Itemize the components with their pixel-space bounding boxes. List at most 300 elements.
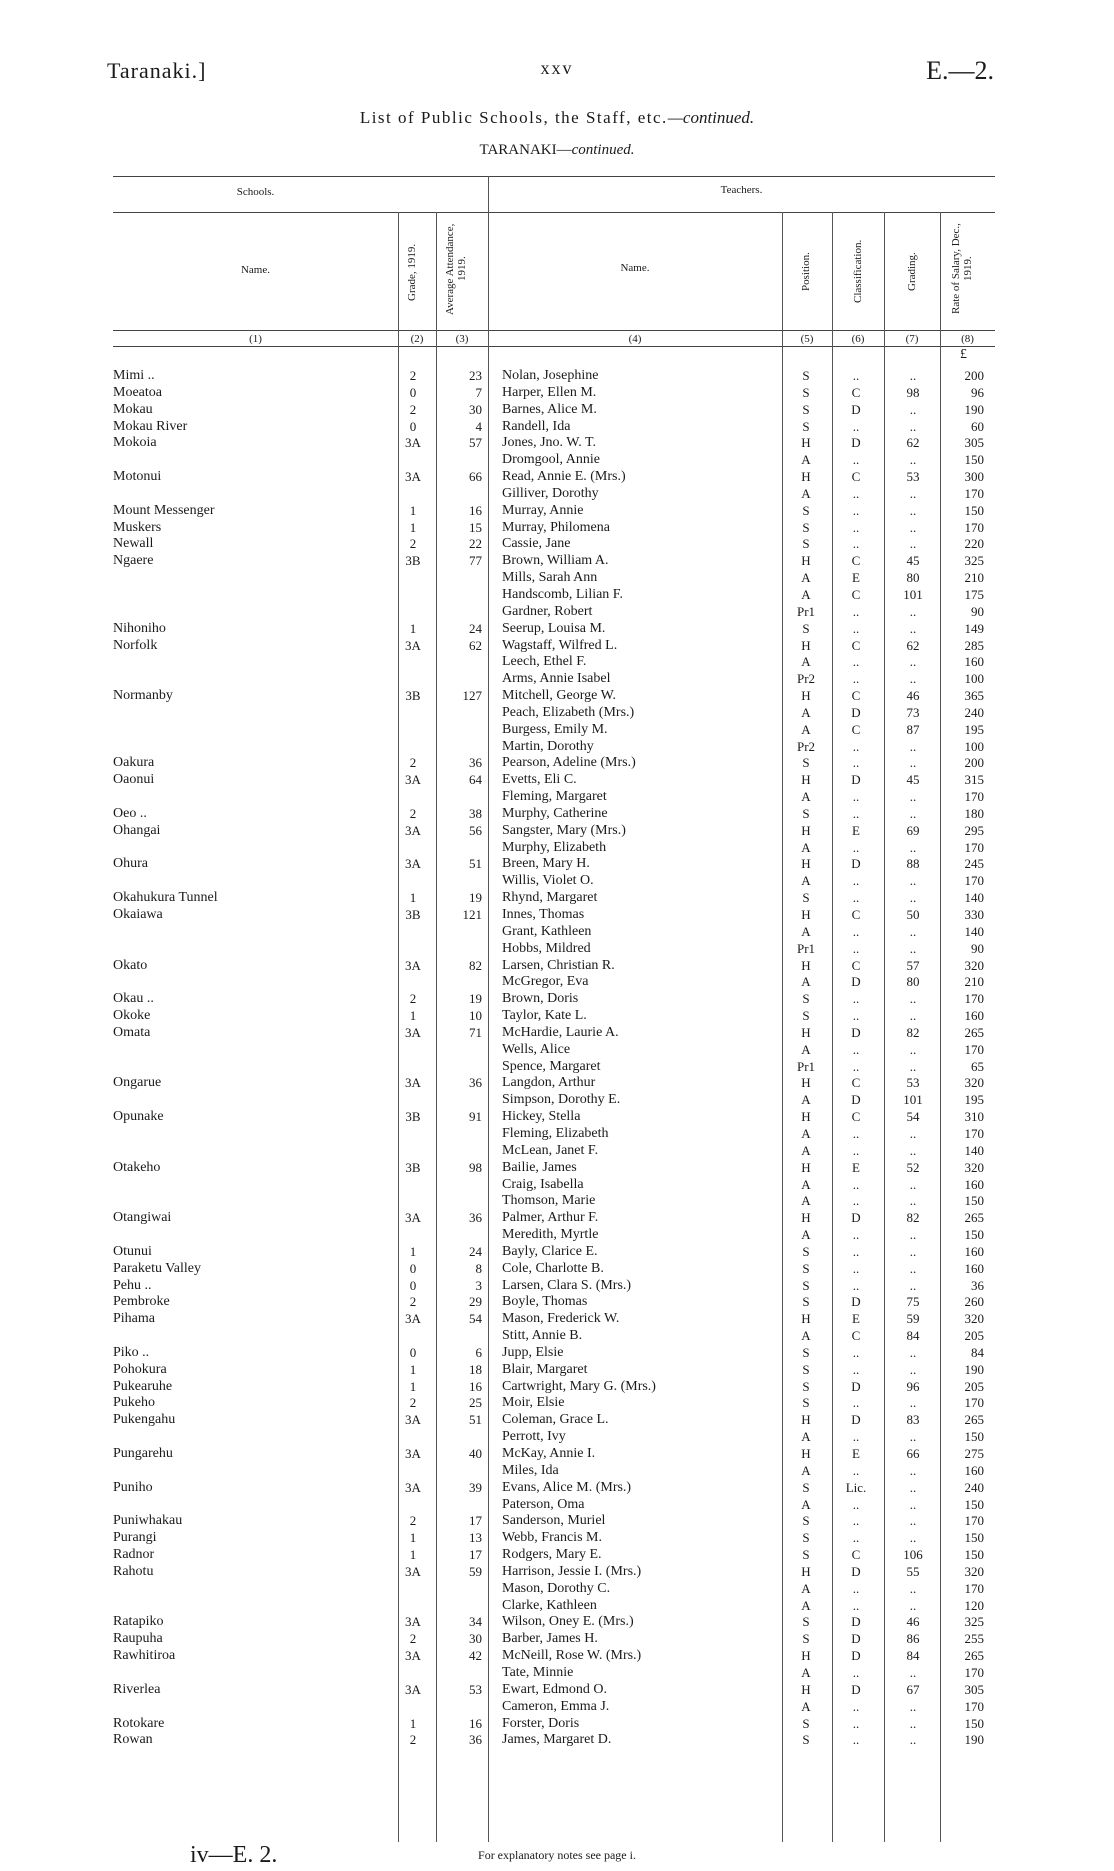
salary-cell: 330 bbox=[964, 907, 984, 922]
teacher-name: Moir, Elsie bbox=[502, 1395, 565, 1411]
position-cell: H bbox=[801, 637, 811, 653]
position-cell: S bbox=[802, 1614, 810, 1630]
classification-cell: .. bbox=[852, 1058, 860, 1074]
grading-cell: 101 bbox=[903, 1092, 923, 1108]
classification-cell: C bbox=[851, 1547, 861, 1563]
position-cell: S bbox=[802, 1715, 810, 1731]
grading-cell: 54 bbox=[906, 1109, 920, 1125]
grading-cell: 87 bbox=[906, 721, 920, 737]
table-row bbox=[0, 1261, 1114, 1278]
col-num-8: (8) bbox=[961, 333, 974, 345]
teacher-name: Martin, Dorothy bbox=[502, 738, 594, 754]
table-row bbox=[0, 1311, 1114, 1328]
teacher-name: Cartwright, Mary G. (Mrs.) bbox=[502, 1378, 656, 1394]
teacher-name: McLean, Janet F. bbox=[502, 1142, 599, 1158]
grading-cell: .. bbox=[909, 452, 917, 468]
grading-cell: 59 bbox=[906, 1311, 920, 1327]
position-cell: S bbox=[802, 1479, 810, 1495]
position-cell: S bbox=[802, 1260, 810, 1276]
grade-cell: 3B bbox=[405, 907, 421, 922]
salary-cell: 320 bbox=[964, 1159, 984, 1175]
salary-cell: 150 bbox=[964, 1530, 984, 1546]
table-row bbox=[0, 1631, 1114, 1648]
grade-cell: 3A bbox=[405, 1563, 421, 1579]
schools-group-label: Schools. bbox=[236, 186, 275, 198]
grade-cell: 1 bbox=[409, 890, 417, 906]
teacher-name: Larsen, Christian R. bbox=[502, 957, 615, 973]
attendance-cell: 29 bbox=[469, 1294, 482, 1310]
classification-cell: .. bbox=[852, 1462, 860, 1478]
table-row bbox=[0, 958, 1114, 975]
salary-cell: 160 bbox=[964, 1462, 984, 1478]
table-row bbox=[0, 1547, 1114, 1564]
classification-cell: .. bbox=[852, 519, 860, 535]
teacher-name: Hobbs, Mildred bbox=[502, 940, 591, 956]
grade-cell: 3A bbox=[405, 1446, 421, 1461]
teacher-name: Rodgers, Mary E. bbox=[502, 1547, 602, 1563]
grading-cell: .. bbox=[909, 1041, 917, 1057]
classification-cell: .. bbox=[852, 805, 860, 821]
classification-cell: D bbox=[851, 435, 861, 451]
salary-cell: 220 bbox=[964, 536, 984, 552]
position-cell: H bbox=[801, 1159, 811, 1175]
salary-cell: 150 bbox=[964, 1429, 984, 1445]
teacher-name: Evetts, Eli C. bbox=[502, 772, 577, 788]
table-row bbox=[0, 452, 1114, 469]
salary-cell: 320 bbox=[964, 1311, 984, 1327]
grading-cell: .. bbox=[909, 1664, 917, 1680]
grading-cell: 69 bbox=[906, 822, 920, 838]
classification-cell: C bbox=[851, 1328, 861, 1344]
grading-cell: 50 bbox=[906, 907, 920, 922]
grade-cell: 3B bbox=[405, 1159, 421, 1175]
salary-cell: 205 bbox=[964, 1328, 984, 1344]
teacher-name: Gilliver, Dorothy bbox=[502, 485, 599, 501]
classification-cell: .. bbox=[852, 1698, 860, 1714]
grade-cell: 1 bbox=[409, 1361, 417, 1377]
table-body bbox=[0, 368, 1114, 1749]
group-divider-rule bbox=[113, 212, 995, 213]
position-cell: S bbox=[802, 536, 810, 552]
teacher-name: Ewart, Edmond O. bbox=[502, 1681, 607, 1697]
teacher-name: Fleming, Elizabeth bbox=[502, 1125, 609, 1141]
position-cell: S bbox=[802, 1378, 810, 1394]
teacher-name: Handscomb, Lilian F. bbox=[502, 586, 623, 602]
classification-cell: .. bbox=[852, 485, 860, 501]
classification-cell: E bbox=[852, 822, 860, 838]
position-cell: A bbox=[801, 789, 811, 805]
teacher-name: Meredith, Myrtle bbox=[502, 1227, 599, 1243]
teacher-name: Miles, Ida bbox=[502, 1462, 559, 1478]
grading-cell: .. bbox=[909, 1058, 917, 1074]
classification-cell: .. bbox=[852, 940, 860, 956]
salary-cell: 170 bbox=[964, 873, 984, 889]
table-row bbox=[0, 1379, 1114, 1396]
grading-cell: .. bbox=[909, 620, 917, 636]
attendance-cell: 34 bbox=[469, 1614, 482, 1630]
grading-cell: 62 bbox=[906, 435, 920, 451]
attendance-cell: 98 bbox=[469, 1159, 482, 1175]
salary-cell: 245 bbox=[964, 856, 984, 872]
attendance-cell: 56 bbox=[469, 822, 482, 838]
classification-cell: .. bbox=[852, 502, 860, 518]
grading-cell: .. bbox=[909, 1479, 917, 1495]
classification-cell: .. bbox=[852, 755, 860, 771]
grading-cell: .. bbox=[909, 890, 917, 906]
position-cell: A bbox=[801, 1597, 811, 1613]
position-cell: H bbox=[801, 1412, 811, 1428]
attendance-cell: 53 bbox=[469, 1681, 482, 1697]
classification-cell: .. bbox=[852, 1597, 860, 1613]
table-row bbox=[0, 772, 1114, 789]
table-row bbox=[0, 1564, 1114, 1581]
grading-cell: 53 bbox=[906, 469, 920, 485]
grading-cell: 55 bbox=[906, 1563, 920, 1579]
teacher-name: Wells, Alice bbox=[502, 1041, 571, 1057]
grading-cell: .. bbox=[909, 755, 917, 771]
table-row bbox=[0, 705, 1114, 722]
school-name: Pukearuhe bbox=[113, 1378, 173, 1394]
classification-cell: .. bbox=[852, 536, 860, 552]
table-row bbox=[0, 789, 1114, 806]
attendance-cell: 64 bbox=[469, 772, 482, 788]
classification-cell: Lic. bbox=[845, 1479, 867, 1495]
grading-cell: .. bbox=[909, 1462, 917, 1478]
position-cell: H bbox=[801, 1075, 811, 1091]
position-cell: A bbox=[801, 1580, 811, 1596]
position-header: Position. bbox=[800, 252, 812, 292]
salary-cell: 170 bbox=[964, 1041, 984, 1057]
salary-cell: 285 bbox=[964, 637, 984, 653]
table-row bbox=[0, 1513, 1114, 1530]
school-name: Newall bbox=[113, 536, 154, 552]
grading-cell: .. bbox=[909, 519, 917, 535]
salary-cell: 190 bbox=[964, 1732, 984, 1748]
table-row bbox=[0, 1463, 1114, 1480]
school-name: Puniwhakau bbox=[113, 1513, 183, 1529]
table-row bbox=[0, 1530, 1114, 1547]
school-name: Mokau River bbox=[113, 418, 188, 434]
grade-cell: 3A bbox=[405, 856, 421, 872]
teacher-name: Innes, Thomas bbox=[502, 907, 585, 922]
salary-cell: 195 bbox=[964, 721, 984, 737]
grading-cell: .. bbox=[909, 789, 917, 805]
page-subtitle bbox=[0, 142, 1114, 159]
classification-cell: .. bbox=[852, 620, 860, 636]
grading-header: Grading. bbox=[906, 252, 918, 292]
classification-cell: .. bbox=[852, 654, 860, 670]
salary-cell: 90 bbox=[971, 603, 984, 619]
table-row bbox=[0, 368, 1114, 385]
school-name: Riverlea bbox=[113, 1681, 161, 1697]
footnote: For explanatory notes see page i. bbox=[478, 1848, 636, 1862]
attendance-cell: 91 bbox=[469, 1109, 482, 1125]
attendance-cell: 23 bbox=[469, 368, 482, 383]
classification-cell: .. bbox=[852, 1041, 860, 1057]
grade-cell: 3A bbox=[405, 1648, 421, 1664]
table-row bbox=[0, 806, 1114, 823]
classification-cell: D bbox=[851, 1378, 861, 1394]
table-row bbox=[0, 1429, 1114, 1446]
grade-cell: 1 bbox=[409, 1715, 417, 1731]
position-cell: S bbox=[802, 1344, 810, 1360]
grading-cell: .. bbox=[909, 368, 917, 383]
position-cell: H bbox=[801, 1109, 811, 1125]
teacher-name: Wagstaff, Wilfred L. bbox=[502, 637, 618, 653]
salary-cell: 160 bbox=[964, 1260, 984, 1276]
attendance-cell: 51 bbox=[469, 1412, 482, 1428]
grading-cell: 45 bbox=[906, 553, 920, 569]
grading-cell: .. bbox=[909, 805, 917, 821]
attendance-cell: 36 bbox=[469, 1210, 482, 1226]
salary-cell: 150 bbox=[964, 1193, 984, 1209]
school-name: Rawhitiroa bbox=[113, 1648, 176, 1664]
salary-cell: 150 bbox=[964, 1715, 984, 1731]
attendance-cell: 6 bbox=[475, 1344, 482, 1360]
classification-cell: D bbox=[851, 1024, 861, 1040]
school-name: Purangi bbox=[113, 1530, 157, 1546]
attendance-cell: 71 bbox=[469, 1024, 482, 1040]
salary-cell: 150 bbox=[964, 1227, 984, 1243]
teacher-name: Murray, Philomena bbox=[502, 519, 610, 535]
grading-cell: 96 bbox=[906, 1378, 920, 1394]
teacher-name: Jones, Jno. W. T. bbox=[502, 435, 596, 451]
classification-cell: D bbox=[851, 401, 861, 417]
school-name: Oakura bbox=[113, 755, 155, 771]
school-name: Otunui bbox=[113, 1243, 152, 1259]
teacher-name: Boyle, Thomas bbox=[502, 1294, 588, 1310]
teacher-name: Palmer, Arthur F. bbox=[502, 1210, 599, 1226]
table-row bbox=[0, 823, 1114, 840]
table-row bbox=[0, 1614, 1114, 1631]
grading-cell: 80 bbox=[906, 570, 920, 586]
table-row bbox=[0, 503, 1114, 520]
page-code: iv—E. 2. bbox=[190, 1842, 278, 1868]
document-code: E.—2. bbox=[926, 56, 994, 85]
position-cell: A bbox=[801, 1328, 811, 1344]
school-name: Pukengahu bbox=[113, 1412, 176, 1428]
salary-cell: 240 bbox=[964, 704, 984, 720]
col-num-4: (4) bbox=[628, 333, 642, 345]
table-row bbox=[0, 671, 1114, 688]
school-name: Norfolk bbox=[113, 637, 158, 653]
grading-cell: 82 bbox=[906, 1210, 920, 1226]
classification-cell: .. bbox=[852, 671, 860, 687]
salary-cell: 170 bbox=[964, 485, 984, 501]
table-row bbox=[0, 587, 1114, 604]
table-row bbox=[0, 1193, 1114, 1210]
salary-cell: 170 bbox=[964, 1698, 984, 1714]
grade-cell: 2 bbox=[409, 401, 417, 417]
classification-cell: E bbox=[852, 570, 860, 586]
table-row bbox=[0, 1210, 1114, 1227]
salary-cell: 100 bbox=[964, 671, 984, 687]
salary-cell: 260 bbox=[964, 1294, 984, 1310]
grade-cell: 1 bbox=[409, 1547, 417, 1563]
position-cell: H bbox=[801, 688, 811, 704]
teacher-name: Mason, Frederick W. bbox=[502, 1311, 620, 1327]
grading-cell: .. bbox=[909, 1243, 917, 1259]
col-num-1: (1) bbox=[249, 333, 262, 345]
position-cell: A bbox=[801, 1462, 811, 1478]
position-cell: A bbox=[801, 1429, 811, 1445]
teacher-name: Paterson, Oma bbox=[502, 1496, 585, 1512]
classification-cell: .. bbox=[852, 738, 860, 754]
grading-cell: .. bbox=[909, 1277, 917, 1293]
salary-cell: 365 bbox=[964, 688, 984, 704]
attendance-cell: 30 bbox=[469, 1631, 482, 1647]
position-cell: A bbox=[801, 1193, 811, 1209]
classification-header: Classification. bbox=[852, 239, 864, 303]
teacher-name: Jupp, Elsie bbox=[502, 1344, 564, 1360]
classification-cell: .. bbox=[852, 1243, 860, 1259]
position-cell: S bbox=[802, 755, 810, 771]
col-num-2: (2) bbox=[410, 333, 424, 345]
table-row bbox=[0, 1480, 1114, 1497]
classification-cell: .. bbox=[852, 1715, 860, 1731]
grading-cell: .. bbox=[909, 418, 917, 434]
table-row bbox=[0, 1395, 1114, 1412]
classification-cell: .. bbox=[852, 1395, 860, 1411]
table-row bbox=[0, 1042, 1114, 1059]
grade-cell: 3A bbox=[405, 1311, 421, 1327]
classification-cell: .. bbox=[852, 1361, 860, 1377]
classification-cell: .. bbox=[852, 1260, 860, 1276]
table-row bbox=[0, 1126, 1114, 1143]
grading-cell: .. bbox=[909, 1597, 917, 1613]
position-cell: A bbox=[801, 1176, 811, 1192]
grading-cell: .. bbox=[909, 401, 917, 417]
classification-cell: .. bbox=[852, 789, 860, 805]
grade-cell: 1 bbox=[409, 1530, 417, 1546]
classification-cell: D bbox=[851, 1681, 861, 1697]
teacher-name: Tate, Minnie bbox=[502, 1664, 574, 1680]
classification-cell: D bbox=[851, 1563, 861, 1579]
teacher-name: Bayly, Clarice E. bbox=[502, 1243, 598, 1259]
grading-cell: 46 bbox=[906, 688, 920, 704]
grading-cell: .. bbox=[909, 1429, 917, 1445]
teacher-name: Dromgool, Annie bbox=[502, 452, 600, 468]
position-cell: A bbox=[801, 974, 811, 990]
attendance-cell: 42 bbox=[469, 1648, 482, 1664]
classification-cell: .. bbox=[852, 1142, 860, 1158]
attendance-cell: 17 bbox=[469, 1547, 482, 1563]
grade-cell: 2 bbox=[409, 991, 417, 1007]
subtitle-suffix: continued. bbox=[571, 142, 635, 158]
grading-cell: .. bbox=[909, 1227, 917, 1243]
position-cell: Pr1 bbox=[796, 1058, 816, 1074]
attendance-cell: 25 bbox=[469, 1395, 482, 1411]
school-name: Mokau bbox=[113, 401, 153, 417]
position-cell: S bbox=[802, 368, 810, 383]
teacher-name: Randell, Ida bbox=[502, 418, 571, 434]
table-row bbox=[0, 435, 1114, 452]
classification-cell: E bbox=[852, 1446, 860, 1461]
teacher-name: Craig, Isabella bbox=[502, 1176, 584, 1192]
classification-cell: .. bbox=[852, 452, 860, 468]
salary-cell: 120 bbox=[964, 1597, 984, 1613]
grading-cell: .. bbox=[909, 1193, 917, 1209]
grading-cell: .. bbox=[909, 1125, 917, 1141]
position-cell: S bbox=[802, 1361, 810, 1377]
page-number: xxv bbox=[540, 58, 574, 78]
position-cell: S bbox=[802, 890, 810, 906]
attendance-cell: 4 bbox=[475, 418, 482, 434]
classification-cell: C bbox=[851, 957, 861, 973]
attendance-cell: 3 bbox=[475, 1277, 482, 1293]
grading-cell: .. bbox=[909, 1176, 917, 1192]
school-name: Okau .. bbox=[113, 991, 154, 1007]
teacher-name: Thomson, Marie bbox=[502, 1193, 596, 1209]
table-row bbox=[0, 907, 1114, 924]
school-name: Okato bbox=[113, 957, 148, 973]
table-row bbox=[0, 1227, 1114, 1244]
table-row bbox=[0, 1648, 1114, 1665]
grade-header: Grade, 1919. bbox=[406, 243, 418, 301]
attendance-cell: 127 bbox=[462, 688, 482, 704]
grading-cell: 67 bbox=[906, 1681, 920, 1697]
table-row bbox=[0, 890, 1114, 907]
attendance-cell: 39 bbox=[469, 1479, 482, 1495]
teacher-name: Barnes, Alice M. bbox=[502, 401, 597, 417]
position-cell: S bbox=[802, 384, 810, 400]
classification-cell: .. bbox=[852, 1530, 860, 1546]
position-cell: Pr2 bbox=[796, 671, 816, 687]
school-name: Rotokare bbox=[113, 1715, 165, 1731]
grading-cell: 83 bbox=[906, 1412, 920, 1428]
school-name: Ngaere bbox=[113, 553, 154, 569]
attendance-cell: 8 bbox=[475, 1260, 482, 1276]
table-row bbox=[0, 873, 1114, 890]
grading-cell: .. bbox=[909, 654, 917, 670]
position-cell: S bbox=[802, 1008, 810, 1024]
table-row bbox=[0, 1294, 1114, 1311]
grading-cell: 106 bbox=[903, 1547, 923, 1563]
classification-cell: C bbox=[851, 637, 861, 653]
grade-cell: 2 bbox=[409, 1631, 417, 1647]
salary-cell: 150 bbox=[964, 502, 984, 518]
grading-cell: .. bbox=[909, 738, 917, 754]
classification-cell: C bbox=[851, 586, 861, 602]
salary-cell: 65 bbox=[971, 1058, 984, 1074]
school-name: Nihoniho bbox=[113, 620, 166, 636]
school-name: Raupuha bbox=[113, 1631, 163, 1647]
grade-cell: 0 bbox=[409, 1260, 417, 1276]
attendance-cell: 24 bbox=[469, 620, 482, 636]
attendance-cell: 38 bbox=[469, 805, 482, 821]
teacher-name: Pearson, Adeline (Mrs.) bbox=[502, 755, 636, 771]
salary-cell: 170 bbox=[964, 1395, 984, 1411]
grade-cell: 0 bbox=[409, 418, 417, 434]
classification-cell: .. bbox=[852, 1008, 860, 1024]
teacher-name: Willis, Violet O. bbox=[502, 873, 594, 889]
title-suffix: —continued. bbox=[667, 108, 755, 127]
position-cell: H bbox=[801, 907, 811, 922]
classification-cell: D bbox=[851, 1614, 861, 1630]
grade-cell: 1 bbox=[409, 1378, 417, 1394]
classification-cell: D bbox=[851, 772, 861, 788]
classification-cell: .. bbox=[852, 1176, 860, 1192]
classification-cell: D bbox=[851, 1092, 861, 1108]
classification-cell: .. bbox=[852, 991, 860, 1007]
currency-symbol: £ bbox=[960, 347, 967, 362]
teacher-name: Langdon, Arthur bbox=[502, 1075, 596, 1091]
classification-cell: C bbox=[851, 384, 861, 400]
table-row bbox=[0, 1598, 1114, 1615]
teacher-name: Coleman, Grace L. bbox=[502, 1412, 609, 1428]
position-cell: A bbox=[801, 452, 811, 468]
grade-cell: 3A bbox=[405, 637, 421, 653]
